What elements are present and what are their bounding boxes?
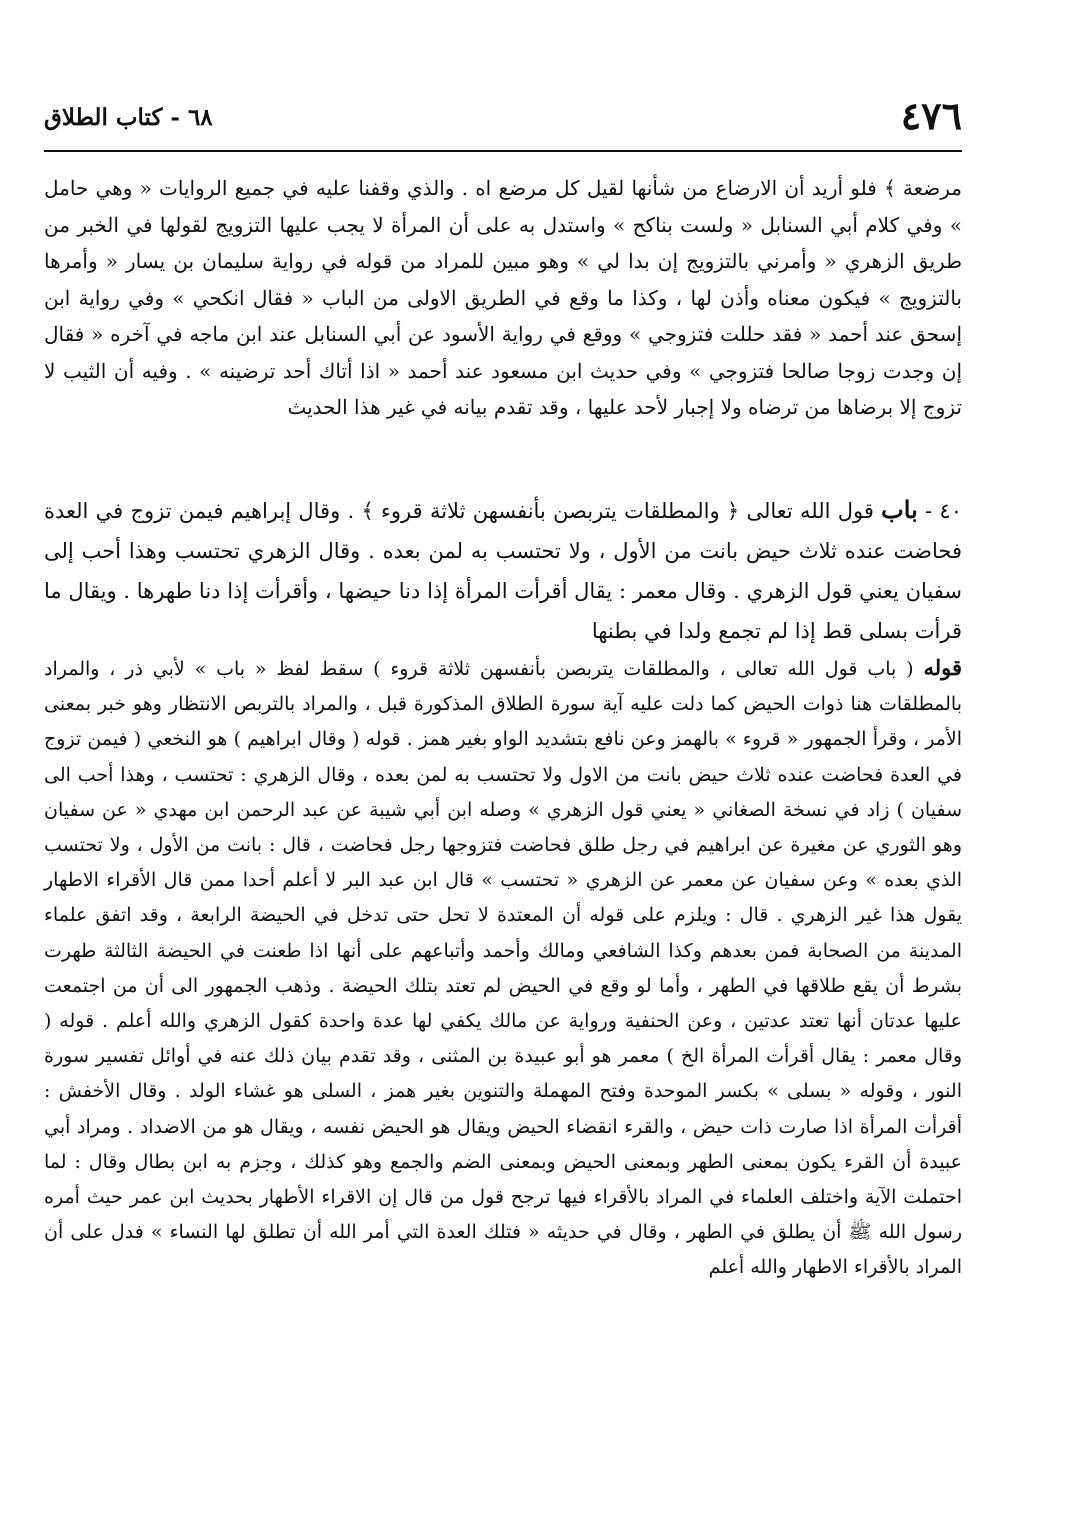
commentary-text: ( باب قول الله تعالى ، والمطلقات يتربصن بأنفسهن ثلاثة قروء ) سقط لفظ « باب » لأبي ذر ، والمراد بالمطلقات هنا ذوات الحيض كما دلت عليه آية سورة الطلاق المذكورة قبل ، والمراد بالتربص الانتظار وهو خبر بمعنى الأمر ، وقرأ الجمهور « قروء » بالهمز وعن نافع بتشديد الواو بغير همز . قوله ( وقال ابراهيم ) هو النخعي ( فيمن تزوج في العدة فحاضت عنده ثلاث حيض بانت من الاول ولا تحتسب به لمن بعده ، وقال الزهري : تحتسب ، وهذا أحب الى سفيان ) زاد في نسخة الصغاني « يعني قول الزهري » وصله ابن أبي شيبة عن عبد الرحمن ابن مهدي « عن سفيان وهو الثوري عن مغيرة عن ابراهيم في رجل طلق فحاضت فتزوجها رجل فحاضت ، قال : بانت من الأول ، ولا تحتسب الذي بعده » وعن سفيان عن معمر عن الزهري « تحتسب » قال ابن عبد البر لا أعلم أحدا ممن قال الأقراء الاطهار يقول هذا غير الزهري . قال : ويلزم على قوله أن المعتدة لا تحل حتى تدخل في الحيضة الرابعة ، وقد اتفق علماء المدينة من الصحابة فمن بعدهم وكذا الشافعي ومالك وأحمد وأتباعهم على أنها اذا طعنت في الحيضة الثالثة طهرت بشرط أن يقع طلاقها في الطهر ، وأما لو وقع في الحيض لم تعتد بتلك الحيضة . وذهب الجمهور الى أن من اجتمعت عليها عدتان أنها تعتد عدتين ، وعن الحنفية ورواية عن مالك يكفي لها عدة واحدة كقول الزهري والله أعلم . قوله ( وقال معمر : يقال أقرأت المرأة الخ ) معمر هو أبو عبيدة بن المثنى ، وقد تقدم بيان ذلك عنه في أوائل تفسير سورة النور ، وقوله « بسلى » بكسر الموحدة وفتح المهملة والتنوين بغير همز ، السلى هو غشاء الولد . وقال الأخفش : أقرأت المرأة اذا صارت ذات حيض ، والقرء انقضاء الحيض ويقال هو الحيض نفسه ، ويقال هو من الاضداد . ومراد أبي عبيدة أن القرء يكون بمعنى الطهر وبمعنى الحيض وبمعنى الضم والجمع وهو كذلك ، وجزم به ابن بطال وقال : لما احتملت الآية واختلف العلماء في المراد بالأقراء فيها ترجح قول من قال إن الاقراء الأطهار بحديث ابن عمر حيث أمره رسول الله ﷺ أن يطلق في الطهر ، وقال في حديثه « فتلك العدة التي أمر الله أن تطلق لها النساء » فدل على أن المراد بالأقراء الاطهار والله أعلم (44, 658, 962, 1279)
page-header (44, 92, 962, 146)
running-head: ٦٨ - كتاب الطلاق (44, 104, 213, 131)
chapter-heading (44, 490, 962, 651)
chapter-text: قول الله تعالى ﴿ والمطلقات يتربصن بأنفسهن ثلاثة قروء ﴾ . وقال إبراهيم فيمن تزوج في العدة فحاضت عنده ثلاث حيض بانت من الأول ، ولا تحتسب به لمن بعده . وقال الزهري تحتسب وهذا أحب إلى سفيان يعني قول الزهري . وقال معمر : يقال أقرأت المرأة إذا دنا حيضها ، وأقرأت إذا دنا طهرها . ويقال ما قرأت بسلى قط إذا لم تجمع ولدا في بطنها (44, 499, 962, 643)
continuation-text: مرضعة ﴾ فلو أريد أن الارضاع من شأنها لقيل كل مرضع اه . والذي وقفنا عليه في جميع الروايات « وهي حامل » وفي كلام أبي السنابل « ولست بناكح » واستدل به على أن المرأة لا يجب عليها التزويج لقولها في الخبر من طريق الزهري « وأمرني بالتزويج إن بدا لي » وهو مبين للمراد من قوله في رواية سليمان بن يسار « وأمرها بالتزويج » فيكون معناه وأذن لها ، وكذا ما وقع في الطريق الاولى من الباب « فقال انكحي » وفي رواية ابن إسحق عند أحمد « فقد حللت فتزوجي » ووقع في رواية الأسود عن أبي السنابل عند ابن ماجه في آخره « فقال إن وجدت زوجا صالحا فتزوجي » وفي حديث ابن مسعود عند أحمد « اذا أتاك أحد ترضينه » . وفيه أن الثيب لا تزوج إلا برضاها من ترضاه ولا إجبار لأحد عليها ، وقد تقدم بيانه في غير هذا الحديث (44, 176, 963, 419)
chapter-label: باب (881, 495, 918, 524)
commentary (44, 650, 962, 1286)
page-number: ٤٧٦ (900, 93, 962, 138)
chapter-number: ٤٠ - (925, 499, 962, 523)
header-rule (44, 150, 962, 152)
continuation-paragraph (44, 170, 962, 426)
commentary-lead: قوله (923, 655, 962, 680)
